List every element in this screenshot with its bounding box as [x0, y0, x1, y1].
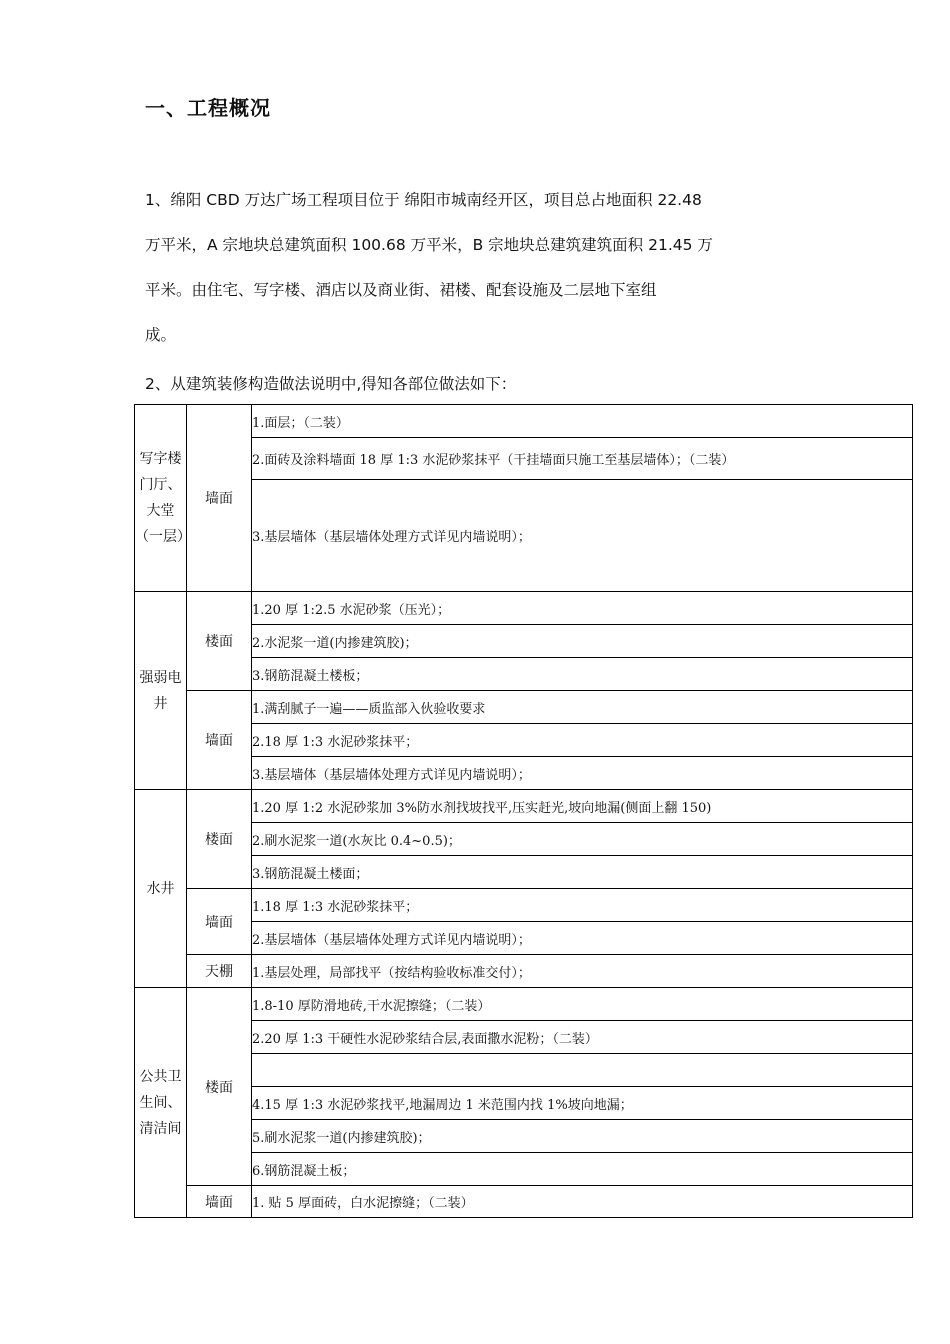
- step-cell: 1.基层处理，局部找平（按结构验收标准交付）；: [252, 955, 913, 988]
- project-overview-paragraph: [145, 178, 813, 358]
- paragraph-line: 1、绵阳 CBD 万达广场工程项目位于 绵阳市城南经开区，项目总占地面积 22.48: [145, 191, 702, 209]
- step-cell: 1.8-10 厚防滑地砖,干水泥擦缝；（二装）: [252, 988, 913, 1021]
- step-cell: 1.满刮腻子一遍——质监部入伙验收要求: [252, 691, 913, 724]
- step-cell: 6.钢筋混凝土板；: [252, 1153, 913, 1186]
- step-cell: 3.钢筋混凝土楼面；: [252, 856, 913, 889]
- step-cell: 3.基层墙体（基层墙体处理方式详见内墙说明）；: [252, 757, 913, 790]
- location-cell: 强弱电井: [135, 592, 187, 790]
- part-cell: 墙面: [187, 1186, 252, 1218]
- step-cell: 1.20 厚 1:2 水泥砂浆加 3%防水剂找坡找平,压实赶光,坡向地漏(侧面上翻 150): [252, 790, 913, 823]
- step-cell: [252, 1054, 913, 1087]
- step-cell: 2.面砖及涂料墙面 18 厚 1:3 水泥砂浆抹平（干挂墙面只施工至基层墙体）；（二装）: [252, 438, 913, 480]
- step-cell: 3.钢筋混凝土楼板；: [252, 658, 913, 691]
- part-cell: 楼面: [187, 790, 252, 889]
- step-cell: 2.基层墙体（基层墙体处理方式详见内墙说明）；: [252, 922, 913, 955]
- location-cell: 写字楼门厅、大堂（一层）: [135, 405, 187, 592]
- step-cell: 2.18 厚 1:3 水泥砂浆抹平；: [252, 724, 913, 757]
- part-cell: 墙面: [187, 405, 252, 592]
- step-cell: 4.15 厚 1:3 水泥砂浆找平,地漏周边 1 米范围内找 1%坡向地漏；: [252, 1087, 913, 1120]
- part-cell: 楼面: [187, 592, 252, 691]
- step-cell: 1.18 厚 1:3 水泥砂浆抹平；: [252, 889, 913, 922]
- location-cell: 公共卫生间、清洁间: [135, 988, 187, 1218]
- part-cell: 天棚: [187, 955, 252, 988]
- part-cell: 楼面: [187, 988, 252, 1186]
- step-cell: 1. 贴 5 厚面砖，白水泥擦缝；（二装）: [252, 1186, 913, 1218]
- page-heading: 一、工程概况: [145, 96, 271, 120]
- construction-spec-table: [134, 404, 913, 1218]
- part-cell: 墙面: [187, 691, 252, 790]
- part-cell: 墙面: [187, 889, 252, 955]
- step-cell: 2.水泥浆一道(内掺建筑胶)；: [252, 625, 913, 658]
- step-cell: 5.刷水泥浆一道(内掺建筑胶)；: [252, 1120, 913, 1153]
- table-intro: 2、从建筑装修构造做法说明中,得知各部位做法如下：: [145, 375, 517, 393]
- step-cell: 3.基层墙体（基层墙体处理方式详见内墙说明）；: [252, 480, 913, 592]
- location-cell: 水井: [135, 790, 187, 988]
- step-cell: 1.面层；（二装）: [252, 405, 913, 438]
- paragraph-line: 成。: [145, 326, 177, 344]
- step-cell: 2.20 厚 1:3 干硬性水泥砂浆结合层,表面撒水泥粉；（二装）: [252, 1021, 913, 1054]
- paragraph-line: 万平米，A 宗地块总建筑面积 100.68 万平米，B 宗地块总建筑建筑面积 21.45 万: [145, 236, 713, 254]
- step-cell: 1.20 厚 1:2.5 水泥砂浆（压光）；: [252, 592, 913, 625]
- step-cell: 2.刷水泥浆一道(水灰比 0.4~0.5)；: [252, 823, 913, 856]
- paragraph-line: 平米。由住宅、写字楼、酒店以及商业街、裙楼、配套设施及二层地下室组: [145, 281, 657, 299]
